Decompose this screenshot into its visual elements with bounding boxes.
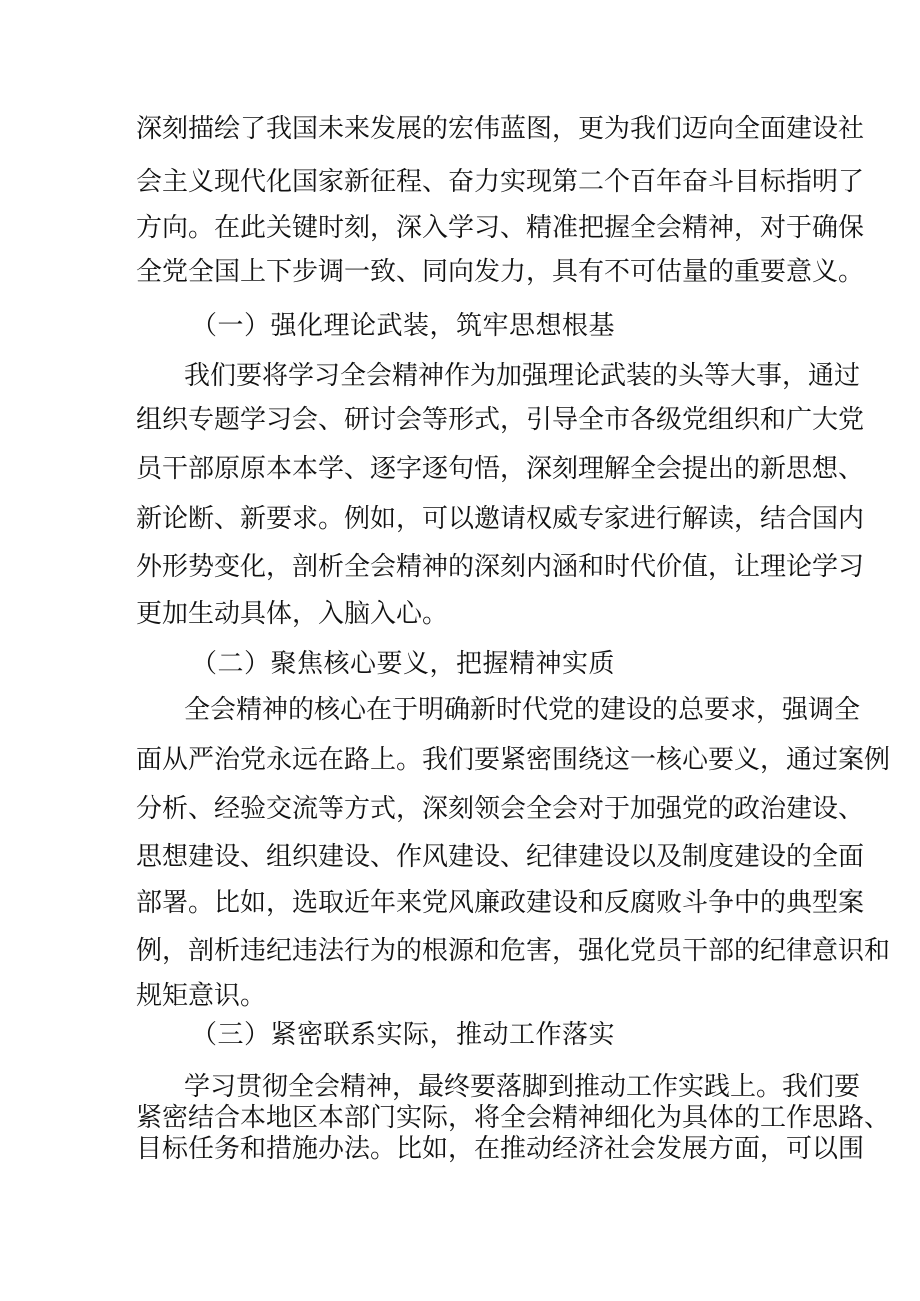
paragraph-line: 更加生动具体，入脑入心。 xyxy=(136,599,449,629)
paragraph-line: 学习贯彻全会精神，最终要落脚到推动工作实践上。我们要 xyxy=(184,1072,861,1102)
section-heading-2: （二）聚焦核心要义，把握精神实质 xyxy=(191,649,616,679)
paragraph-line: 部署。比如，选取近年来党风廉政建设和反腐败斗争中的典型案 xyxy=(136,888,865,918)
section-heading-3: （三）紧密联系实际，推动工作落实 xyxy=(191,1020,616,1050)
paragraph-line: 我们要将学习全会精神作为加强理论武装的头等大事，通过 xyxy=(184,361,861,391)
paragraph-line: 紧密结合本地区本部门实际，将全会精神细化为具体的工作思路、 xyxy=(136,1103,891,1133)
paragraph-line: 例，剖析违纪违法行为的根源和危害，强化党员干部的纪律意识和 xyxy=(136,936,891,966)
paragraph-line: 思想建设、组织建设、作风建设、纪律建设以及制度建设的全面 xyxy=(136,842,865,872)
paragraph-line: 全党全国上下步调一致、同向发力，具有不可估量的重要意义。 xyxy=(136,257,865,287)
paragraph-line: 方向。在此关键时刻，深入学习、精准把握全会精神，对于确保 xyxy=(136,213,865,243)
paragraph-line: 全会精神的核心在于明确新时代党的建设的总要求，强调全 xyxy=(184,695,861,725)
paragraph-line: 会主义现代化国家新征程、奋力实现第二个百年奋斗目标指明了 xyxy=(136,167,865,197)
paragraph-line: 外形势变化，剖析全会精神的深刻内涵和时代价值，让理论学习 xyxy=(136,552,865,582)
paragraph-line: 分析、经验交流等方式，深刻领会全会对于加强党的政治建设、 xyxy=(136,794,865,824)
paragraph-line: 目标任务和措施办法。比如，在推动经济社会发展方面，可以围 xyxy=(136,1134,865,1164)
paragraph-line: 新论断、新要求。例如，可以邀请权威专家进行解读，结合国内 xyxy=(136,504,865,534)
section-heading-1: （一）强化理论武装，筑牢思想根基 xyxy=(191,311,616,341)
paragraph-line: 组织专题学习会、研讨会等形式，引导全市各级党组织和广大党 xyxy=(136,405,865,435)
paragraph-line: 面从严治党永远在路上。我们要紧密围绕这一核心要义，通过案例 xyxy=(136,745,891,775)
paragraph-line: 员干部原原本本学、逐字逐句悟，深刻理解全会提出的新思想、 xyxy=(136,454,865,484)
paragraph-line: 深刻描绘了我国未来发展的宏伟蓝图，更为我们迈向全面建设社 xyxy=(136,114,865,144)
paragraph-line: 规矩意识。 xyxy=(136,981,267,1011)
